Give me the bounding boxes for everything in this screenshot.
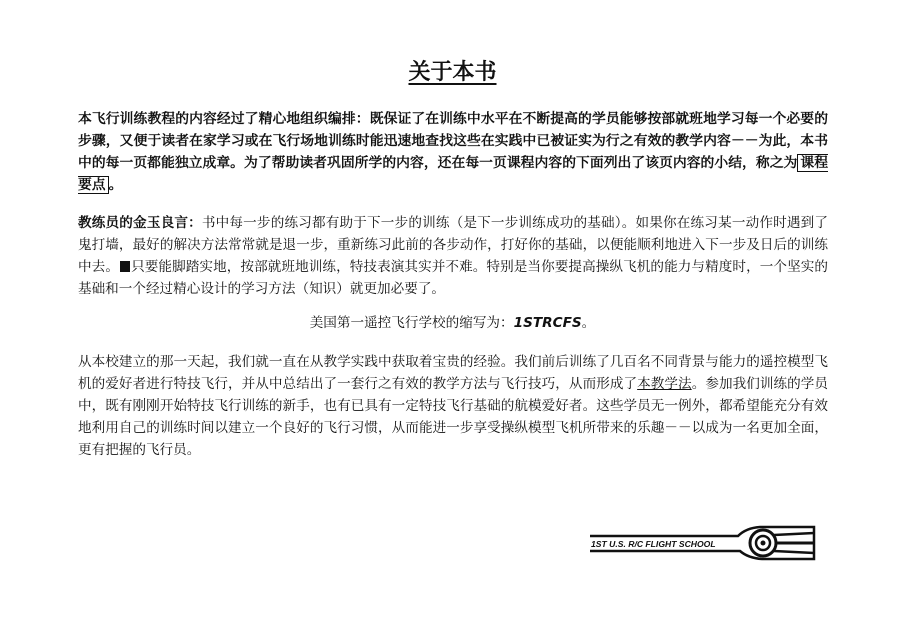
bullet-mark-icon	[120, 261, 130, 272]
lesson-key-points-term: 课程要点	[78, 155, 829, 193]
school-abbreviation: 1STRCFS	[513, 315, 582, 331]
swirl-logo-icon	[750, 530, 814, 556]
coach-tip-paragraph: 教练员的金玉良言：书中每一步的练习都有助于下一步的训练（是下一步训练成功的基础）。如果你在练习某一动作时遇到了鬼打墙，最好的解决方法常常就是退一步，重新练习此前的各步动作，打好你的基础，以便能顺利地进入下一步及日后的训练中去。 只要能脚踏实地，按部就班地训练，特技表演其实并不难。特别是当你要提高操纵飞机的能力与精度时，一个坚实的基础和一个经过精心设计的学习方法（知识）就更加必要了。	[78, 215, 829, 297]
teaching-method-term: 本教学法	[637, 376, 692, 392]
history-paragraph: 从本校建立的那一天起，我们就一直在从教学实践中获取着宝贵的经验。我们前后训练了几百名不同背景与能力的遥控模型飞机的爱好者进行特技飞行，并从中总结出了一套行之有效的教学方法与飞行技巧，从而形成了本教学法。参加我们训练的学员中，既有刚刚开始特技飞行训练的新手，也有已具有一定特技飞行基础的航模爱好者。这些学员无一例外，都希望能充分有效地利用自己的训练时间以建立一个良好的飞行习惯，从而能进一步享受操纵模型飞机所带来的乐趣－－以成为一名更加全面，更有把握的飞行员。	[78, 354, 829, 458]
school-logo	[588, 523, 818, 563]
coach-tip-lead: 教练员的金玉良言：	[78, 215, 202, 231]
logo-text: 1ST U.S. R/C FLIGHT SCHOOL	[591, 539, 716, 549]
abbreviation-line: 美国第一遥控飞行学校的缩写为：1STRCFS。	[309, 315, 596, 331]
intro-paragraph: 本飞行训练教程的内容经过了精心地组织编排：既保证了在训练中水平在不断提高的学员能够按部就班地学习每一个必要的步骤，又便于读者在家学习或在飞行场地训练时能迅速地查找这些在实践中已被证实为行之有效的教学内容－－为此，本书中的每一页都能独立成章。为了帮助读者巩固所学的内容，还在每一页课程内容的下面列出了该页内容的小结，称之为 课程要点 。	[78, 111, 829, 193]
page-title: 关于本书	[408, 60, 497, 85]
